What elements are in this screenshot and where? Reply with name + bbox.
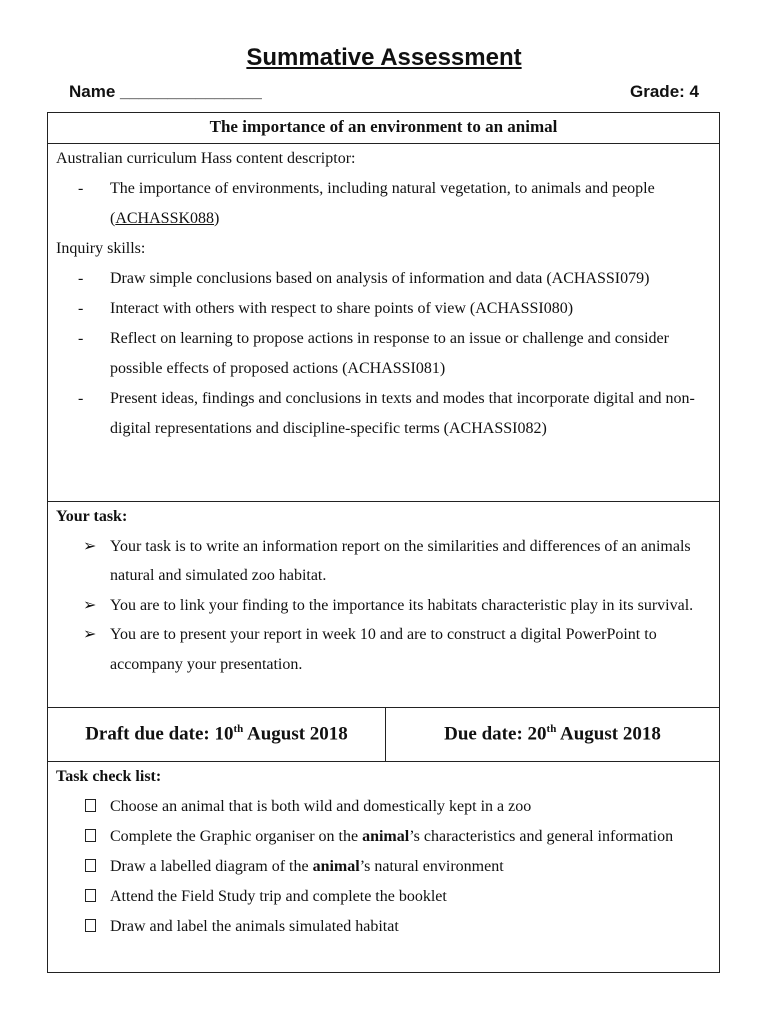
list-item: - Interact with others with respect to share points of view (ACHASSI080) xyxy=(56,294,711,324)
checkbox-icon[interactable] xyxy=(85,799,96,812)
arrow-bullet-icon: ➢ xyxy=(83,596,97,614)
final-due-date: Due date: 20th August 2018 xyxy=(444,723,661,745)
curriculum-heading: Australian curriculum Hass content descriptor: xyxy=(56,150,356,167)
checkbox-icon[interactable] xyxy=(85,889,96,902)
list-item: - Draw simple conclusions based on analysis of information and data (ACHASSI079) xyxy=(56,264,711,294)
draft-due-date: Draft due date: 10th August 2018 xyxy=(48,708,386,761)
table-heading: The importance of an environment to an animal xyxy=(209,117,558,136)
checkbox-icon[interactable] xyxy=(85,859,96,872)
checklist-item: Attend the Field Study trip and complete the booklet xyxy=(56,882,711,912)
assessment-table xyxy=(47,112,720,973)
checkbox-icon[interactable] xyxy=(85,919,96,932)
curriculum-section xyxy=(48,143,719,501)
grade-label: Grade: 4 xyxy=(630,82,699,101)
dash-marker: - xyxy=(78,300,84,317)
arrow-bullet-icon: ➢ xyxy=(83,626,97,643)
dash-marker: - xyxy=(78,180,84,197)
checklist-item: Choose an animal that is both wild and domestically kept in a zoo xyxy=(56,792,711,822)
name-field-label: Name _______________ xyxy=(69,82,262,101)
page-title: Summative Assessment xyxy=(246,44,522,71)
checklist-item: Draw a labelled diagram of the animal’s natural environment xyxy=(56,852,711,882)
checklist-item: Draw and label the animals simulated habitat xyxy=(56,912,711,942)
task-section xyxy=(48,501,719,707)
list-item: ➢ Your task is to write an information report on the similarities and differences of an animals natural and simulated zoo habitat. xyxy=(56,532,711,591)
checklist-section xyxy=(48,761,719,972)
list-item: ➢ You are to link your finding to the importance its habitats characteristic play in its survival. xyxy=(56,591,711,621)
list-item: - Present ideas, findings and conclusions in texts and modes that incorporate digital and non-digital representations and discipline-specific terms (ACHASSI082) xyxy=(56,384,711,444)
dash-marker: - xyxy=(78,270,84,287)
checklist-item: Complete the Graphic organiser on the animal’s characteristics and general information xyxy=(56,822,711,852)
list-item: - Reflect on learning to propose actions in response to an issue or challenge and consider possible effects of proposed actions (ACHASSI081) xyxy=(56,324,711,384)
dash-marker: - xyxy=(78,390,84,407)
checklist-heading: Task check list: xyxy=(56,768,162,785)
list-item: - The importance of environments, including natural vegetation, to animals and people (ACHASSK088) xyxy=(56,174,711,234)
inquiry-heading: Inquiry skills: xyxy=(56,240,146,257)
arrow-bullet-icon: ➢ xyxy=(83,537,97,555)
curriculum-code-link[interactable]: ACHASSK088 xyxy=(115,210,215,227)
dash-marker: - xyxy=(78,330,84,347)
dates-row xyxy=(48,707,719,761)
task-heading: Your task: xyxy=(56,508,128,525)
list-item: ➢ You are to present your report in week 10 and are to construct a digital PowerPoint to accompany your presentation. xyxy=(56,620,711,679)
checkbox-icon[interactable] xyxy=(85,829,96,842)
